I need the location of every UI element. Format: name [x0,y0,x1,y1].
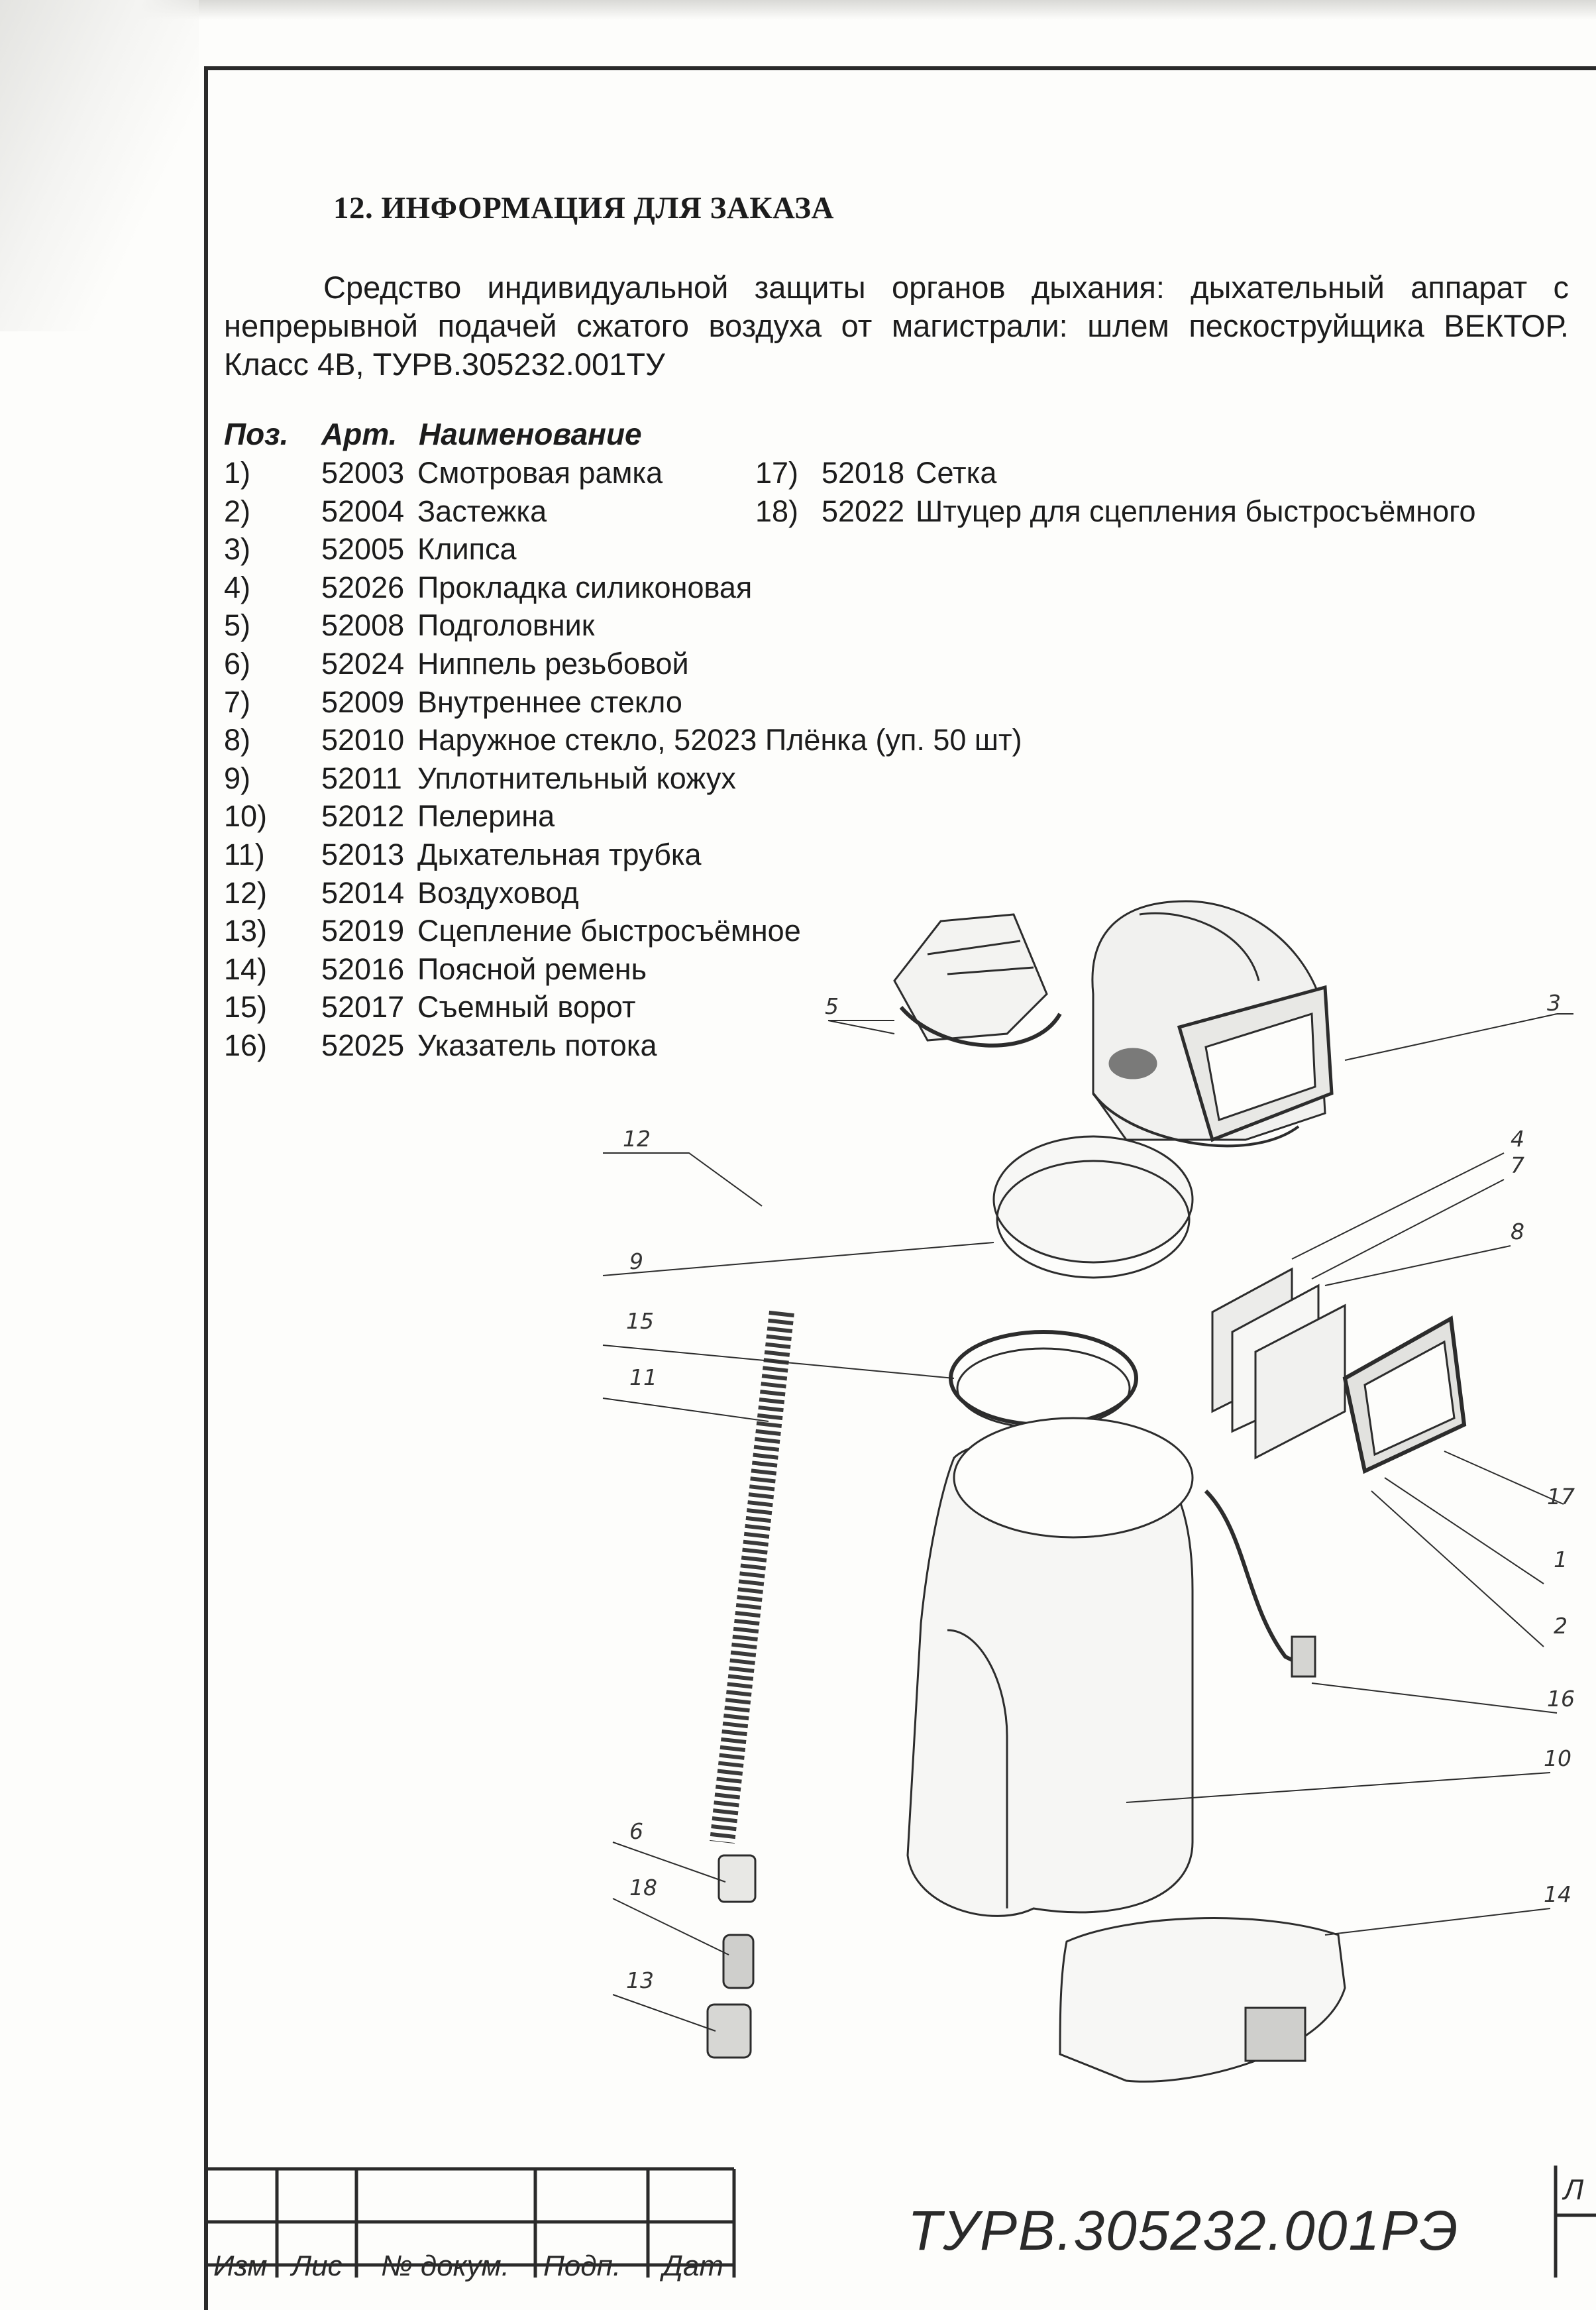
part-name: Прокладка силиконовая [417,570,753,604]
header-art: Арт. [321,417,398,451]
col-date: Дат [663,2250,724,2282]
section-heading: 12. ИНФОРМАЦИЯ ДЛЯ ЗАКАЗА [333,191,834,225]
callout-2: 2 [1554,1613,1568,1639]
part-name: Уплотнительный кожух [417,761,736,795]
part-art: 52004 [321,494,405,528]
part-pos: 16) [224,1028,268,1062]
header-pos: Поз. [224,417,289,451]
callout-1: 1 [1554,1547,1568,1572]
collar-drawing [951,1332,1136,1425]
part-pos: 2) [224,494,251,528]
part-pos: 9) [224,761,251,795]
fitting-drawing [723,1935,753,1988]
intro-paragraph: Средство индивидуальной защиты органов дыхания: дыхательный аппарат с непрерывной подачей сжатого воздуха от магистрали: шлем пескоструйщика ВЕКТОР. Класс 4В, ТУРВ.305232.001ТУ [224,270,1569,382]
callout-3: 3 [1547,990,1561,1016]
part-art: 52024 [321,647,405,681]
part-art: 52014 [321,875,405,910]
col-signature: Подп. [543,2250,621,2282]
part-art: 52025 [321,1028,405,1062]
callout-18: 18 [629,1875,657,1900]
callout-13: 13 [626,1967,654,1993]
part-art: 52018 [822,456,905,490]
callout-7: 7 [1511,1152,1524,1178]
callout-6: 6 [629,1818,643,1844]
part-pos: 14) [224,952,268,986]
callout-14: 14 [1544,1881,1571,1907]
callout-5: 5 [825,993,839,1019]
part-pos: 5) [224,608,251,643]
part-art: 52009 [321,685,405,719]
callout-16: 16 [1547,1686,1575,1712]
part-pos: 1) [224,456,251,490]
part-art: 52013 [321,838,405,871]
part-art: 52026 [321,570,405,604]
part-art: 52011 [321,761,402,795]
helmet-drawing [1092,901,1332,1146]
part-name: Смотровая рамка [417,456,663,490]
col-lis: Лис [292,2250,343,2282]
part-pos: 6) [224,647,251,681]
callout-12: 12 [623,1126,651,1152]
part-pos: 8) [224,723,251,757]
part-pos: 10) [224,799,268,834]
part-name: Ниппель резьбовой [417,647,689,681]
part-pos: 15) [224,990,268,1024]
document-code: ТУРВ.305232.001РЭ [908,2199,1460,2262]
nipple-drawing [719,1855,755,1902]
part-pos: 4) [224,570,251,604]
part-pos: 7) [224,685,251,719]
part-name: Пелерина [417,799,555,834]
part-name: Штуцер для сцепления быстросъёмного [916,494,1476,528]
part-name: Съемный ворот [417,990,636,1024]
part-name: Сцепление быстросъёмное [417,914,801,948]
callout-9: 9 [629,1248,643,1274]
part-name: Клипса [417,532,517,567]
part-pos: 11) [224,838,265,871]
callout-17: 17 [1547,1484,1575,1510]
part-art: 52008 [321,608,405,643]
part-art: 52005 [321,532,405,567]
part-name: Поясной ремень [417,952,647,986]
part-name: Застежка [417,494,547,528]
part-name: Воздуховод [417,875,579,910]
part-name: Дыхательная трубка [417,838,702,871]
part-pos: 13) [224,914,268,948]
header-name: Наименование [419,417,642,451]
callout-11: 11 [629,1364,657,1390]
part-art: 52010 [321,723,405,757]
col-sheet: Л [1564,2173,1584,2206]
callout-8: 8 [1511,1219,1524,1244]
callout-4: 4 [1511,1126,1524,1152]
part-art: 52019 [321,914,405,948]
col-izm: Изм [213,2250,268,2282]
head-harness-drawing [894,914,1060,1046]
callout-10: 10 [1544,1745,1571,1771]
part-pos: 3) [224,532,251,567]
part-art: 52003 [321,456,405,490]
part-art: 52012 [321,799,405,834]
callout-15: 15 [626,1308,654,1334]
part-pos: 12) [224,875,268,910]
part-name: Наружное стекло, 52023 Плёнка (уп. 50 шт) [417,723,1022,757]
part-name: Подголовник [417,608,595,643]
col-doc-number: № докум. [381,2250,509,2282]
part-name: Внутреннее стекло [417,685,682,719]
part-pos: 18) [755,494,799,528]
part-art: 52022 [822,494,905,528]
sealing-ring-drawing [994,1136,1193,1262]
part-name: Указатель потока [417,1028,657,1062]
part-art: 52017 [321,990,405,1024]
part-art: 52016 [321,952,405,986]
part-pos: 17) [755,456,799,490]
breathing-tube-drawing [722,1312,782,1842]
part-name: Сетка [916,456,997,490]
